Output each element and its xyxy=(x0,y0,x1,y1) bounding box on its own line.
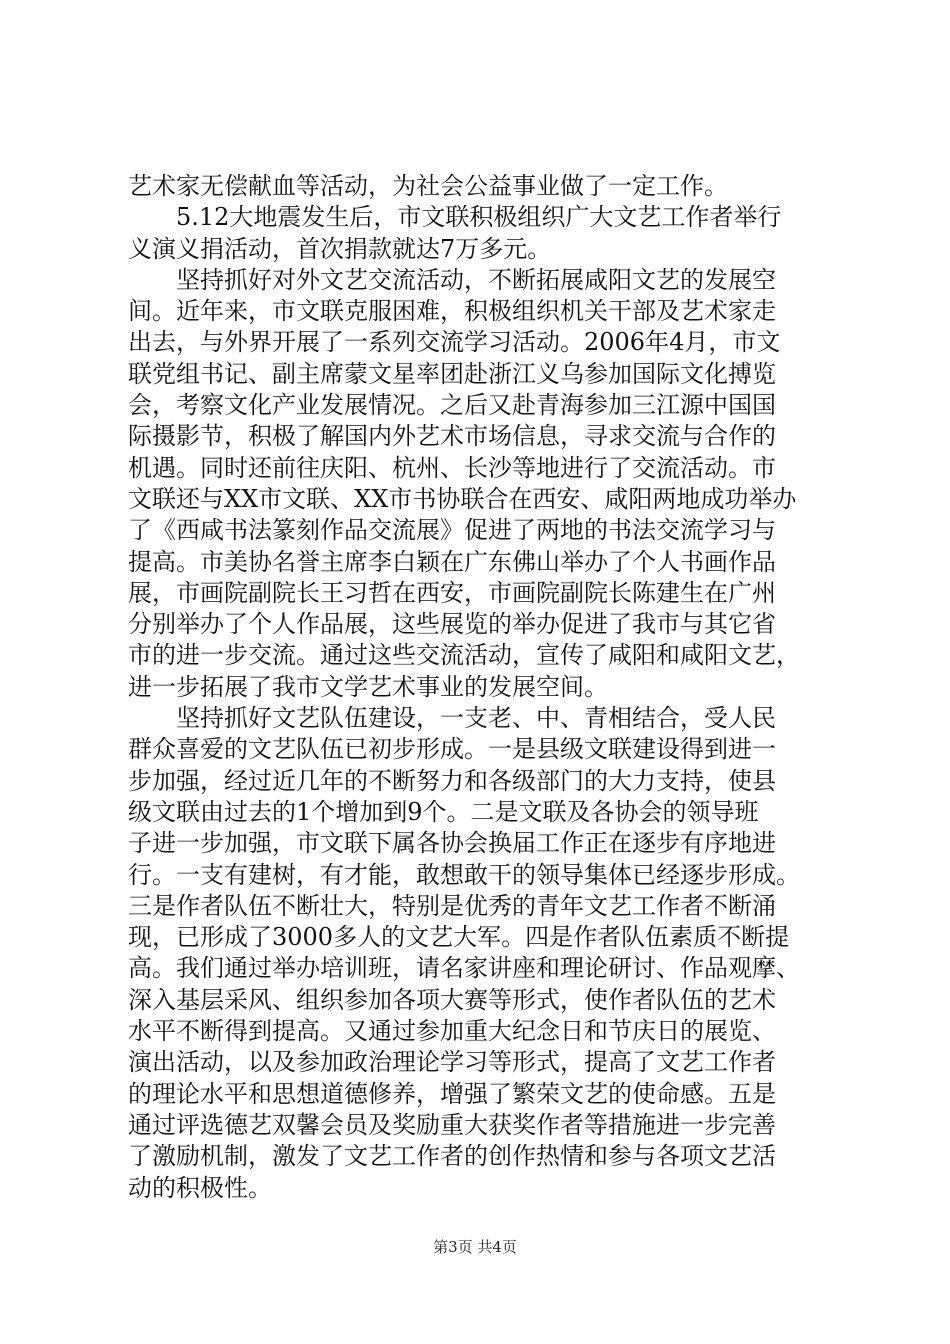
text-line: 间。近年来，市文联克服困难，积极组织机关干部及艺术家走 xyxy=(128,297,776,326)
text-line: 文联还与XX市文联、XX市书协联合在西安、咸阳两地成功举办 xyxy=(128,484,797,513)
text-line: 市的进一步交流。通过这些交流活动，宣传了咸阳和咸阳文艺， xyxy=(128,641,800,670)
text-line: 行。一支有建树，有才能，敢想敢干的领导集体已经逐步形成。 xyxy=(128,860,800,889)
text-line: 艺术家无偿献血等活动，为社会公益事业做了一定工作。 xyxy=(128,172,728,200)
text-line: 深入基层采风、组织参加各项大赛等形式，使作者队伍的艺术 xyxy=(128,985,776,1014)
text-line: 联党组书记、副主席蒙文星率团赴浙江义乌参加国际文化搏览 xyxy=(128,359,776,388)
text-line: 5.12大地震发生后，市文联积极组织广大文艺工作者举行 xyxy=(128,203,782,232)
text-line: 通过评选德艺双馨会员及奖励重大获奖作者等措施进一步完善 xyxy=(128,1110,776,1139)
text-line: 级文联由过去的1个增加到9个。二是文联及各协会的领导班 xyxy=(128,797,759,826)
text-line: 子进一步加强，市文联下属各协会换届工作正在逐步有序地进 xyxy=(128,829,776,858)
page-footer: 第3页 共4页 xyxy=(433,1238,517,1256)
text-line: 了激励机制，激发了文艺工作者的创作热情和参与各项文艺活 xyxy=(128,1142,776,1171)
text-line: 际摄影节，积极了解国内外艺术市场信息，寻求交流与合作的 xyxy=(128,422,776,451)
text-line: 水平不断得到提高。又通过参加重大纪念日和节庆日的展览、 xyxy=(128,1017,776,1046)
text-line: 义演义捐活动，首次捐款就达7万多元。 xyxy=(128,234,552,263)
text-line: 了《西咸书法篆刻作品交流展》促进了两地的书法交流学习与 xyxy=(128,516,776,545)
text-line: 进一步拓展了我市文学艺术事业的发展空间。 xyxy=(128,672,608,701)
text-line: 高。我们通过举办培训班，请名家讲座和理论研讨、作品观摩、 xyxy=(128,954,800,983)
text-line: 坚持抓好对外文艺交流活动，不断拓展咸阳文艺的发展空 xyxy=(128,265,776,294)
text-line: 分别举办了个人作品展，这些展览的举办促进了我市与其它省 xyxy=(128,610,776,639)
text-line: 出去，与外界开展了一系列交流学习活动。2006年4月，市文 xyxy=(128,328,781,357)
text-line: 群众喜爱的文艺队伍已初步形成。一是县级文联建设得到进一 xyxy=(128,735,776,764)
text-line: 动的积极性。 xyxy=(128,1173,272,1202)
text-line: 演出活动，以及参加政治理论学习等形式，提高了文艺工作者 xyxy=(128,1048,776,1077)
text-line: 的理论水平和思想道德修养，增强了繁荣文艺的使命感。五是 xyxy=(128,1079,776,1108)
text-line: 提高。市美协名誉主席李白颖在广东佛山举办了个人书画作品 xyxy=(128,547,776,576)
text-line: 现，已形成了3000多人的文艺大军。四是作者队伍素质不断提 xyxy=(128,923,790,952)
text-line: 坚持抓好文艺队伍建设，一支老、中、青相结合，受人民 xyxy=(128,704,776,733)
text-line: 三是作者队伍不断壮大，特别是优秀的青年文艺工作者不断涌 xyxy=(128,891,776,920)
text-line: 机遇。同时还前往庆阳、杭州、长沙等地进行了交流活动。市 xyxy=(128,453,776,482)
body-text xyxy=(128,171,828,1204)
text-line: 步加强，经过近几年的不断努力和各级部门的大力支持，使县 xyxy=(128,766,776,795)
text-line: 会，考察文化产业发展情况。之后又赴青海参加三江源中国国 xyxy=(128,391,776,420)
text-line: 展，市画院副院长王习哲在西安，市画院副院长陈建生在广州 xyxy=(128,578,776,607)
